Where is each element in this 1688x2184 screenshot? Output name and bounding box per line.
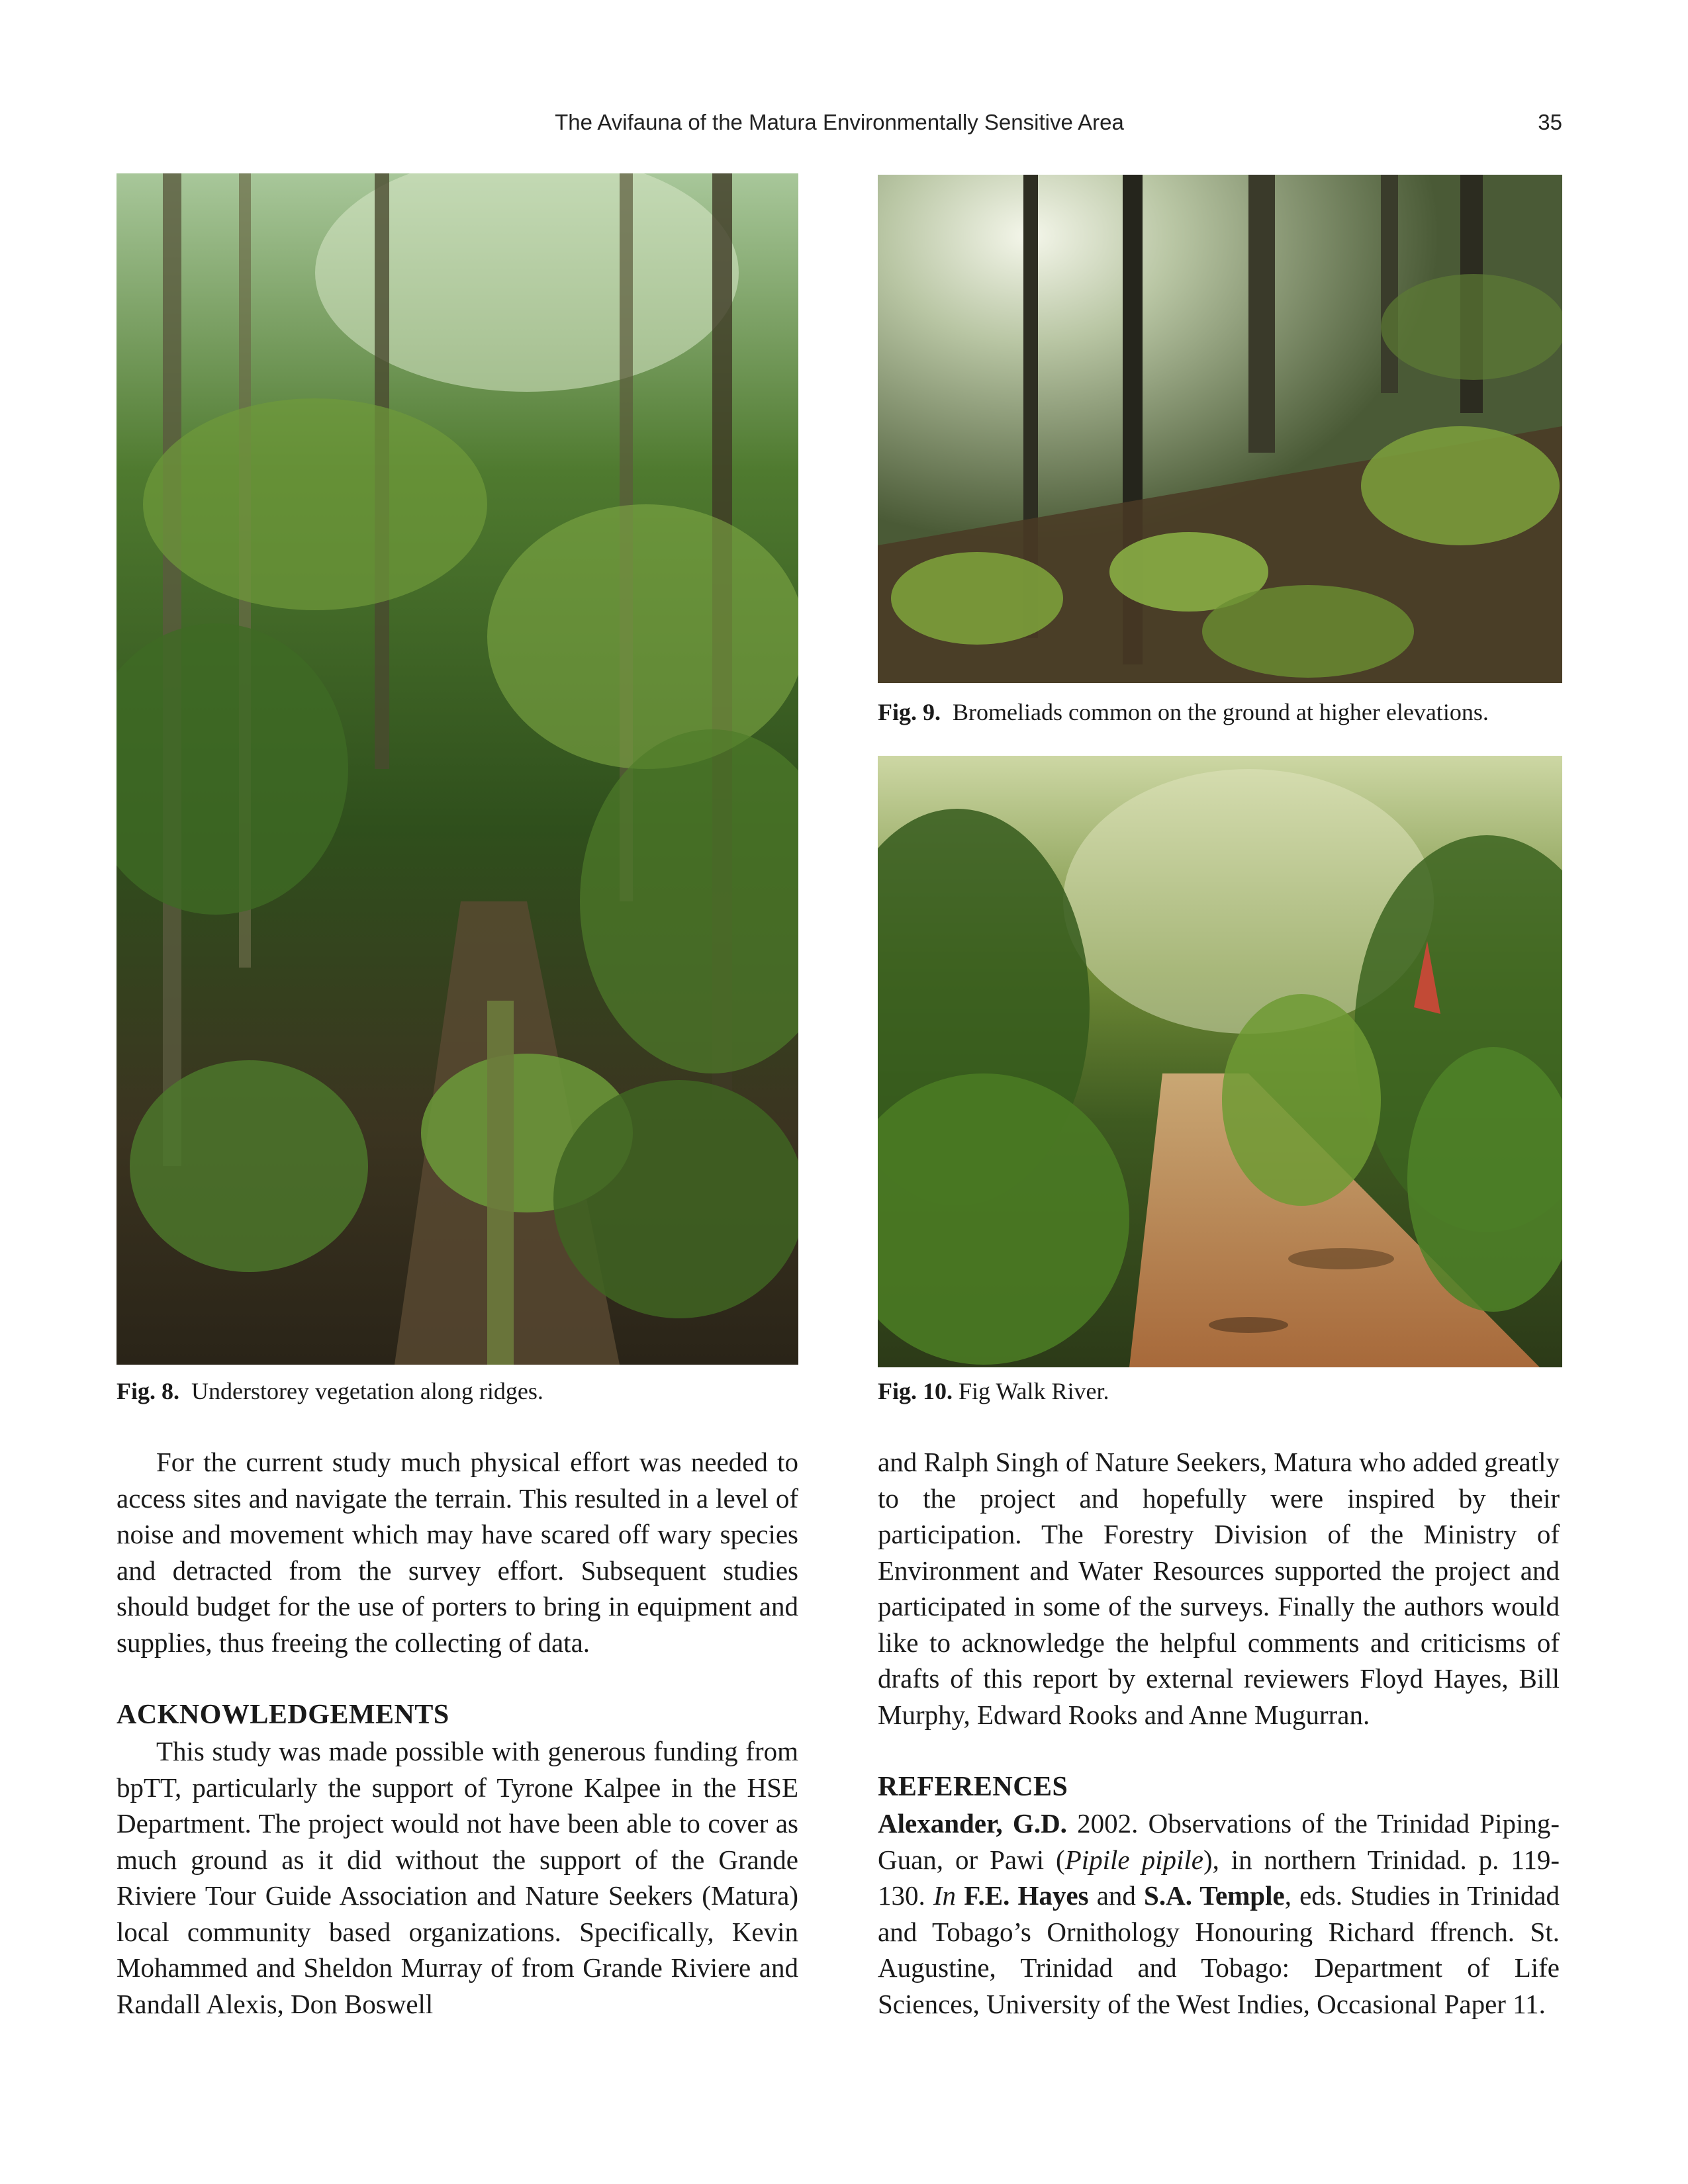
ref-editor-1: F.E. Hayes [964,1880,1089,1911]
body-paragraph: For the current study much physical effort was needed to access sites and navigate the terrain. This resulted in a level of noise and movement which may have scared off wary species and detracted from the survey effort. Subsequent studies should budget for the use of porters to bring in equipment and supplies, thus freeing the collecting of data. [117,1447,798,1658]
fig10-label: Fig. 10. [878,1378,953,1404]
fig8-label: Fig. 8. [117,1378,179,1404]
forest-understorey-image [117,173,798,1365]
acknowledgements-paragraph: This study was made possible with generous funding from bpTT, particularly the support of Tyrone Kalpee in the HSE Department. The project would not have been able to cover as much ground as it did without the support of the Grande Riviere Tour Guide Association and Nature Seekers (Matura) local community based organizations. Specifically, Kevin Mohammed and Sheldon Murray of from Grande Riviere and Randall Alexis, Don Boswell [117,1736,798,2019]
fig8-caption [117,1377,543,1406]
ref-editor-2: S.A. Temple [1144,1880,1285,1911]
acknowledgements-heading: ACKNOWLEDGEMENTS [117,1700,449,1730]
ref-text-1: 2002. Observations of the Trinidad Piping-Guan, or Pawi ( [878,1808,1560,1875]
fig10-photo [878,756,1562,1367]
ref-author: Alexander, G.D. [878,1808,1067,1839]
acknowledgements-continued: and Ralph Singh of Nature Seekers, Matura who added greatly to the project and hopefully were inspired by their participation. The Forestry Division of the Ministry of Environment and Water Resources supported the project and participated in some of the surveys. Finally the authors would like to acknowledge the helpful comments and criticisms of drafts of this report by external reviewers Floyd Hayes, Bill Murphy, Edward Rooks and Anne Mugurran. [878,1447,1560,1730]
fig9-caption-text: Bromeliads common on the ground at higher elevations. [953,699,1489,725]
page-number: 35 [1538,110,1562,134]
running-head [117,110,1562,143]
references-heading: REFERENCES [878,1772,1068,1802]
fig9-photo [878,175,1562,683]
ref-and: and [1088,1880,1145,1911]
fig10-caption-text: Fig Walk River. [959,1378,1109,1404]
reference-entry [878,1805,1560,2022]
running-title: The Avifauna of the Matura Environmentally Sensitive Area [555,110,1124,134]
bromeliads-image [878,175,1562,683]
fig9-label: Fig. 9. [878,699,941,725]
ref-text-2: ), in northern Trinidad. p. 119-130. [878,1844,1560,1911]
fig9-caption [878,698,1489,727]
ref-species: Pipile pipile [1064,1844,1203,1875]
right-column [878,1444,1560,2022]
fig10-caption [878,1377,1109,1406]
ref-text-3: , eds. Studies in Trinidad and Tobago’s Ornithology Honouring Richard ffrench. St. Augustine, Trinidad and Tobago: Department of Life Sciences, University of the West Indies, Occasional Paper 11. [878,1880,1560,2019]
fig8-photo [117,173,798,1365]
ref-in: In [933,1880,957,1911]
fig8-caption-text: Understorey vegetation along ridges. [191,1378,543,1404]
left-column [117,1444,798,2022]
fig-walk-river-image [878,756,1562,1367]
